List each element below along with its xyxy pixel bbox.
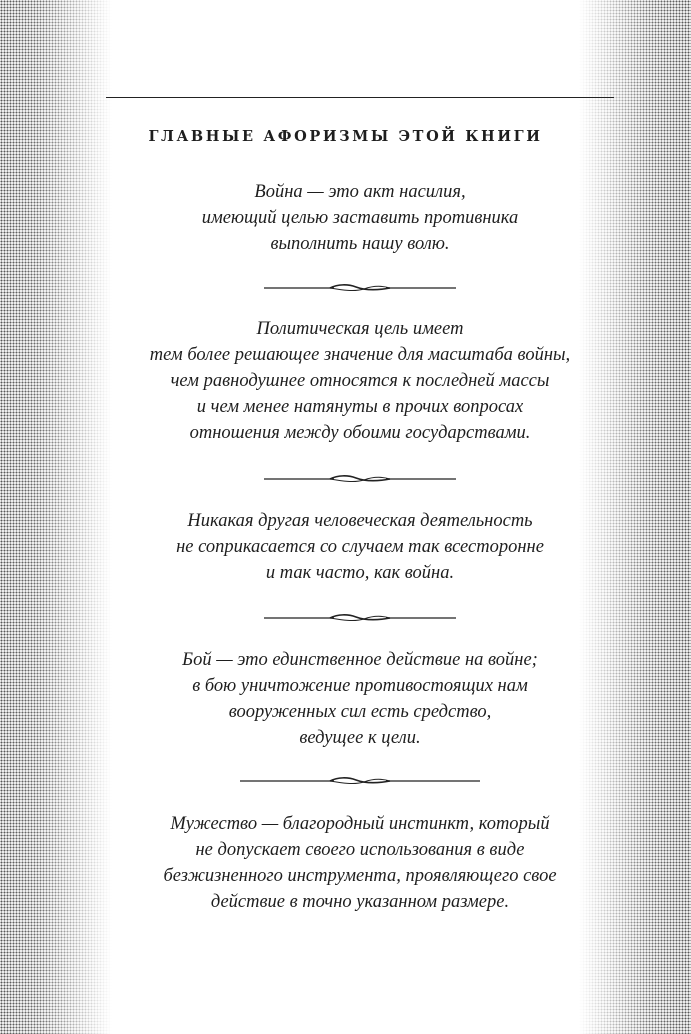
aphorism-line: отношения между обоими государствами. (189, 423, 531, 443)
aphorism-line: выполнить нашу волю. (270, 234, 450, 254)
section-heading: ГЛАВНЫЕ АФОРИЗМЫ ЭТОЙ КНИГИ (148, 128, 543, 145)
top-horizontal-rule (106, 97, 614, 98)
aphorism-line: Бой — это единственное действие на войне; (182, 650, 538, 670)
aphorism-line: Мужество — благородный инстинкт, который (170, 814, 550, 834)
aphorism-line: имеющий целью заставить противника (201, 208, 519, 228)
ornament-divider-icon (264, 281, 456, 295)
aphorism-3 (100, 508, 620, 586)
ornament-divider-icon (264, 472, 456, 486)
aphorism-2 (100, 316, 620, 446)
aphorism-4 (100, 647, 620, 751)
aphorism-line: в бою уничтожение противостоящих нам (192, 676, 528, 696)
aphorism-5 (100, 811, 620, 915)
aphorism-line: чем равнодушнее относятся к последней массы (170, 371, 550, 391)
aphorism-line: и так часто, как война. (265, 563, 455, 583)
aphorism-line: Никакая другая человеческая деятельность (187, 511, 533, 531)
aphorism-line: тем более решающее значение для масштаба войны, (149, 345, 571, 365)
aphorism-line: вооруженных сил есть средство, (228, 702, 492, 722)
aphorism-1 (100, 179, 620, 257)
aphorism-line: Политическая цель имеет (256, 319, 464, 339)
aphorism-line: безжизненного инструмента, проявляющего свое (163, 866, 557, 886)
halftone-left-border (0, 0, 112, 1034)
aphorism-line: действие в точно указанном размере. (210, 892, 510, 912)
ornament-divider-icon (264, 611, 456, 625)
aphorism-line: ведущее к цели. (299, 728, 421, 748)
ornament-divider-icon (240, 774, 480, 788)
aphorism-line: Война — это акт насилия, (254, 182, 466, 202)
aphorism-line: и чем менее натянуты в прочих вопросах (196, 397, 524, 417)
aphorism-line: не соприкасается со случаем так всесторонне (176, 537, 544, 557)
aphorism-line: не допускает своего использования в виде (195, 840, 525, 860)
